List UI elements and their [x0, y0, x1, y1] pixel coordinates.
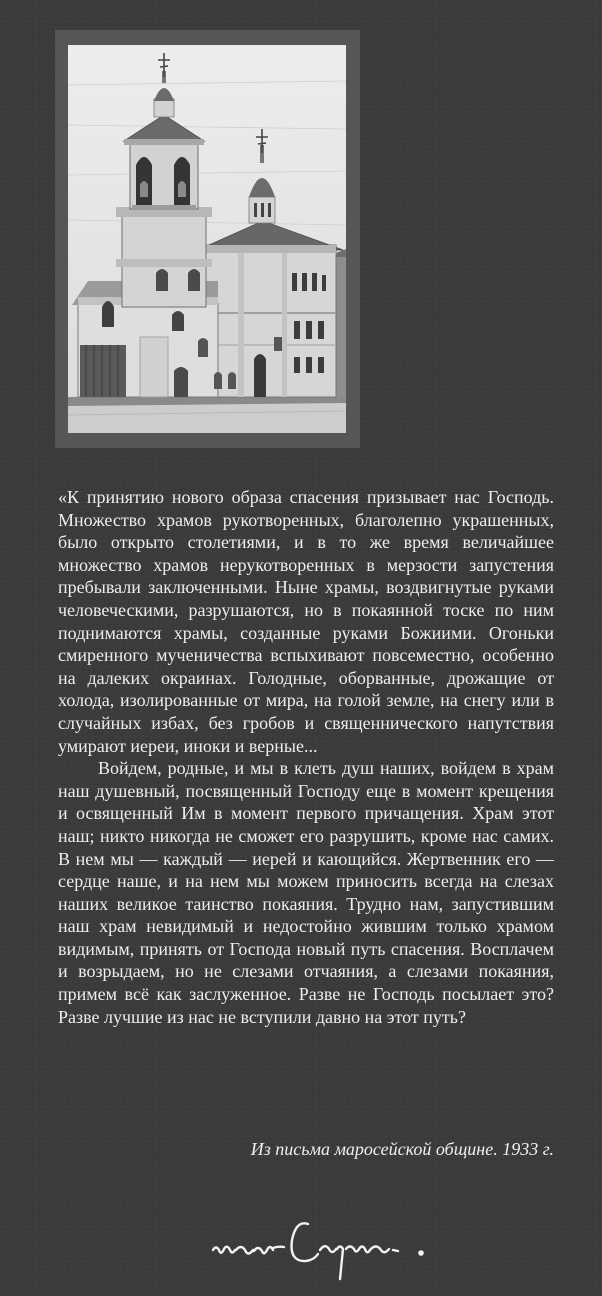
quote-paragraph: Войдем, родные, и мы в клеть душ наших, войдем в храм наш душевный, посвященный Господу еще в момент крещения и освященный Им в момент первого причащения. Храм этот наш; никто никогда не сможет его разрушить, кроме нас самих. В нем мы — каждый — иерей и кающийся. Жертвенник его — сердце наше, и на нем мы можем приносить всегда на слезах наших великое таинство покаяния. Трудно нам, запустившим наш храм невидимый и недостойно жившим только храмом видимым, принять от Господа новый путь спасения. Восплачем и возрыдаем, но не слезами отчаяния, а слезами покаяния, примем всё как заслуженное. Разве не Господь посылает это? Разве лучшие из нас не вступили давно на этот путь?: [58, 758, 554, 1027]
quote-source: Из письма маросейской общине. 1933 г.: [250, 1139, 554, 1159]
illustration-frame: [55, 30, 360, 448]
handwritten-signature: [210, 1210, 440, 1286]
quote-text: [58, 486, 554, 1028]
quote-paragraph: «К принятию нового образа спасения призывает нас Господь. Множество храмов рукотворенных, благолепно украшенных, было открыто столетиями, и в то же время величайшее множество храмов нерукотворенных в мерзости запустения пребывали заключенными. Ныне храмы, воздвигнутые руками человеческими, разрушаются, но в покаянной тоске по ним поднимаются храмы, созданные руками Божиими. Огоньки смиренного мученичества вспыхивают повсеместно, особенно на далеких окраинах. Голодные, оборванные, дрожащие от холода, изолированные от мира, на голой земле, на снегу или в случайных избах, без гробов и священнического напутствия умирают иереи, иноки и верные...: [58, 487, 554, 756]
church-illustration: [68, 45, 346, 433]
